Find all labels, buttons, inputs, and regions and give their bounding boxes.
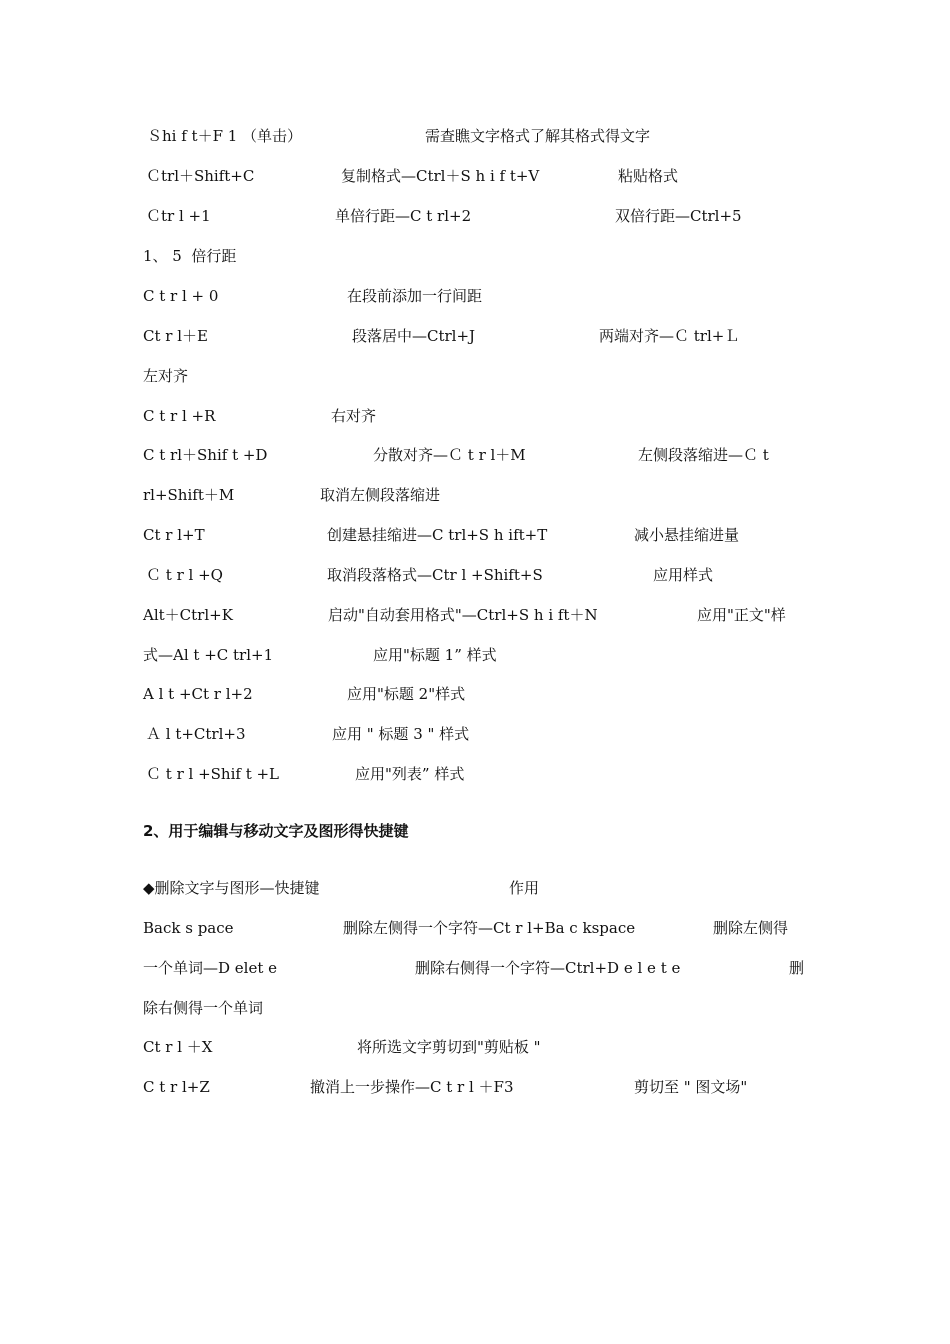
text-line — [0, 522, 950, 548]
text-segment: 一个单词—D elet e — [143, 959, 278, 977]
shortcut-key: Alt＋Ctrl+K — [143, 606, 233, 624]
shortcut-description: 删除右侧得一个字符—Ctrl+D e l e t e — [415, 959, 681, 977]
shortcut-description: 应用 " 标题 3 " 样式 — [332, 725, 470, 743]
section-heading-text: 2、用于编辑与移动文字及图形得快捷键 — [143, 822, 409, 840]
shortcut-key: Ｃ t r l +Shif t +L — [146, 765, 280, 783]
shortcut-description: 分散对齐—Ｃ t r l＋M — [373, 446, 526, 464]
shortcut-key: 式—Al t +C trl+1 — [143, 646, 274, 664]
text-line — [0, 203, 950, 229]
shortcut-key: Ｃtrl＋Shift+C — [146, 167, 255, 185]
text-segment: 除右侧得一个单词 — [143, 999, 264, 1017]
shortcut-description: 创建悬挂缩进—C trl+S h ift+T — [327, 526, 548, 544]
shortcut-description: 右对齐 — [331, 407, 377, 425]
shortcut-key: A l t +Ct r l+2 — [143, 685, 253, 703]
shortcut-description: 应用"标题 2"样式 — [347, 685, 466, 703]
shortcut-description: 两端对齐—Ｃ trl+Ｌ — [599, 327, 740, 345]
text-line — [0, 761, 950, 787]
text-line — [0, 403, 950, 429]
shortcut-key: Ｃ t r l +Q — [146, 566, 223, 584]
text-line — [0, 681, 950, 707]
text-segment: 左对齐 — [143, 367, 189, 385]
table-header-key: ◆删除文字与图形—快捷键 — [143, 879, 320, 897]
shortcut-description: 撤消上一步操作—C t r l ＋F3 — [310, 1078, 514, 1096]
shortcut-key: Ｃtr l +1 — [146, 207, 211, 225]
shortcut-description: 左侧段落缩进—Ｃ t — [638, 446, 769, 464]
text-line — [0, 323, 950, 349]
shortcut-description: 将所选文字剪切到"剪贴板 " — [357, 1038, 541, 1056]
text-line — [0, 243, 950, 269]
shortcut-description: 需查瞧文字格式了解其格式得文字 — [425, 127, 651, 145]
table-header-description: 作用 — [509, 879, 540, 897]
text-line — [0, 1034, 950, 1060]
shortcut-description: 应用样式 — [653, 566, 714, 584]
shortcut-description: 复制格式—Ctrl＋S h i f t+V — [341, 167, 540, 185]
shortcut-description: 删除左侧得一个字符—Ct r l+Ba c kspace — [343, 919, 636, 937]
shortcut-key: rl+Shift＋M — [143, 486, 235, 504]
shortcut-key: Ct r l ＋X — [143, 1038, 213, 1056]
shortcut-key: Ct r l＋E — [143, 327, 208, 345]
shortcut-description: 删 — [789, 959, 805, 977]
text-line — [0, 915, 950, 941]
shortcut-description: 减小悬挂缩进量 — [634, 526, 740, 544]
shortcut-description: 删除左侧得 — [713, 919, 789, 937]
text-segment: 1、 5 倍行距 — [143, 247, 237, 265]
text-line — [0, 602, 950, 628]
shortcut-description: 启动"自动套用格式"—Ctrl+S h i ft＋N — [328, 606, 598, 624]
shortcut-key: Back s pace — [143, 919, 234, 937]
text-line — [0, 562, 950, 588]
text-line — [0, 482, 950, 508]
shortcut-key: C t r l + 0 — [143, 287, 219, 305]
shortcut-key: C t r l +R — [143, 407, 216, 425]
shortcut-description: 取消左侧段落缩进 — [320, 486, 441, 504]
text-line — [0, 123, 950, 149]
shortcut-key: C t r l+Z — [143, 1078, 210, 1096]
shortcut-description: 应用"正文"样 — [697, 606, 786, 624]
text-line — [0, 642, 950, 668]
text-line — [0, 283, 950, 309]
shortcut-key: Ａ l t+Ctrl+3 — [146, 725, 246, 743]
text-line — [0, 163, 950, 189]
shortcut-description: 取消段落格式—Ctr l +Shift+S — [327, 566, 543, 584]
shortcut-key: Ｓhi f t＋F 1 （单击） — [147, 127, 303, 145]
text-line — [0, 875, 950, 901]
shortcut-key: Ct r l+T — [143, 526, 205, 544]
shortcut-description: 剪切至 " 图文场" — [634, 1078, 748, 1096]
text-line — [0, 721, 950, 747]
shortcut-description: 双倍行距—Ctrl+5 — [615, 207, 742, 225]
shortcut-description: 应用"标题 1” 样式 — [373, 646, 497, 664]
text-line — [0, 955, 950, 981]
text-line — [0, 1074, 950, 1100]
shortcut-description: 粘贴格式 — [618, 167, 679, 185]
shortcut-description: 应用"列表” 样式 — [355, 765, 465, 783]
shortcut-description: 段落居中—Ctrl+J — [352, 327, 476, 345]
shortcut-key: C t rl＋Shif t +D — [143, 446, 268, 464]
section-heading — [0, 818, 950, 844]
shortcut-description: 单倍行距—C t rl+2 — [335, 207, 472, 225]
text-line — [0, 442, 950, 468]
shortcut-description: 在段前添加一行间距 — [347, 287, 483, 305]
text-line — [0, 363, 950, 389]
text-line — [0, 995, 950, 1021]
